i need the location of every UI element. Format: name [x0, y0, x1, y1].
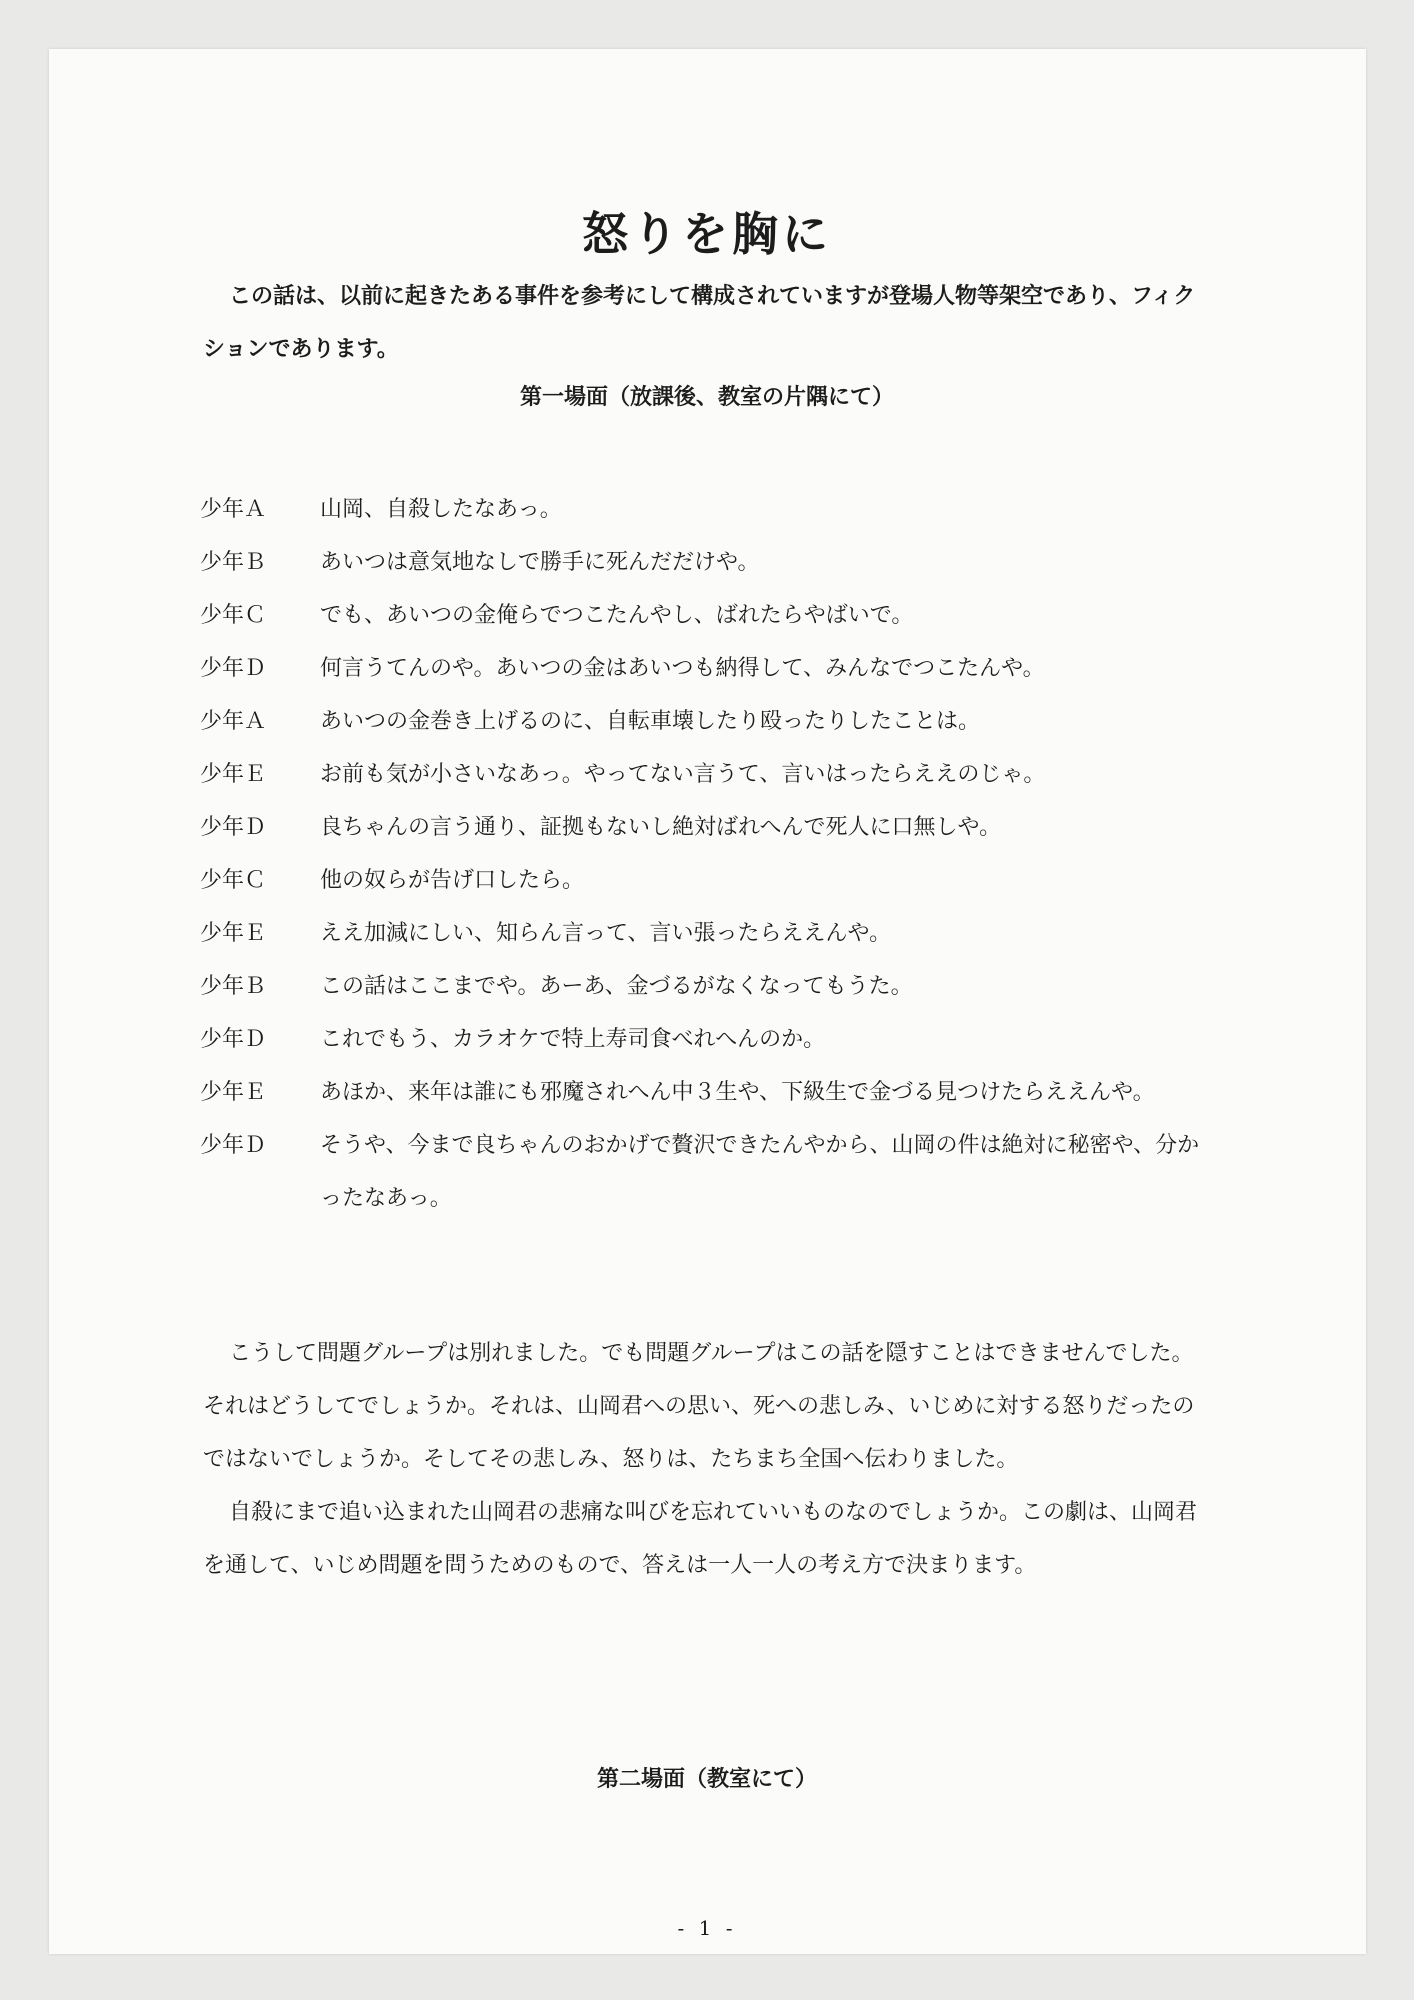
page-number: - 1 -	[677, 1916, 737, 1940]
speaker-label: 少年Ｂ	[200, 550, 267, 575]
speech-text: 何言うてんのや。あいつの金はあいつも納得して、みんなでつこたんや。	[320, 656, 1045, 681]
dialogue-line	[200, 748, 1214, 801]
dialogue-line	[200, 801, 1214, 854]
speech-text: お前も気が小さいなあっ。やってない言うて、言いはったらええのじゃ。	[320, 762, 1046, 787]
dialogue-line	[200, 695, 1214, 748]
speaker-label: 少年Ｂ	[200, 974, 267, 999]
speech-text: これでもう、カラオケで特上寿司食べれへんのか。	[320, 1027, 826, 1052]
dialogue-line	[200, 589, 1214, 642]
speaker-label: 少年Ａ	[200, 497, 267, 522]
speech-text: あほか、来年は誰にも邪魔されへん中３生や、下級生で金づる見つけたらええんや。	[320, 1080, 1155, 1105]
speaker-label: 少年Ｄ	[200, 1133, 267, 1158]
narration-paragraph: こうして問題グループは別れました。でも問題グループはこの話を隠すことはできませんでした。それはどうしてでしょうか。それは、山岡君への思い、死への悲しみ、いじめに対する怒りだったのではないでしょうか。そしてその悲しみ、怒りは、たちまち全国へ伝わりました。	[203, 1341, 1195, 1472]
dialogue-line	[200, 1066, 1214, 1119]
speech-text: この話はここまでや。あーあ、金づるがなくなってもうた。	[320, 974, 913, 999]
dialogue-line	[200, 854, 1214, 907]
speech-text: 良ちゃんの言う通り、証拠もないし絶対ばれへんで死人に口無しや。	[320, 815, 1002, 840]
speaker-label: 少年Ｄ	[200, 656, 267, 681]
speech-text: 山岡、自殺したなあっ。	[320, 497, 562, 522]
speaker-label: 少年Ｃ	[200, 868, 267, 893]
dialogue-line	[200, 536, 1214, 589]
speech-text: ええ加減にしい、知らん言って、言い張ったらええんや。	[320, 921, 892, 946]
speaker-label: 少年Ｅ	[200, 762, 267, 787]
speaker-label: 少年Ｄ	[200, 815, 267, 840]
dialogue-line	[200, 642, 1214, 695]
dialogue-line	[200, 483, 1214, 536]
dialogue-line	[200, 1119, 1214, 1225]
speech-text: あいつの金巻き上げるのに、自転車壊したり殴ったりしたことは。	[320, 709, 981, 734]
speech-text: でも、あいつの金俺らでつこたんやし、ばれたらやばいで。	[320, 603, 914, 628]
scene-2-heading: 第二場面（教室にて）	[596, 1767, 817, 1792]
dialogue-line	[200, 960, 1214, 1013]
scene-1-heading: 第一場面（放課後、教室の片隅にて）	[519, 385, 894, 410]
dialogue-list	[200, 483, 1214, 1225]
speaker-label: 少年Ｅ	[200, 1080, 267, 1105]
speech-text: 他の奴らが告げ口したら。	[320, 868, 585, 893]
narration-paragraph: 自殺にまで追い込まれた山岡君の悲痛な叫びを忘れていいものなのでしょうか。この劇は、山岡君を通して、いじめ問題を問うためのもので、答えは一人一人の考え方で決まります。	[203, 1500, 1198, 1578]
narration-block	[203, 1327, 1213, 1592]
speaker-label: 少年Ｄ	[200, 1027, 267, 1052]
speaker-label: 少年Ｃ	[200, 603, 267, 628]
speech-text: そうや、今まで良ちゃんのおかげで贅沢できたんやから、山岡の件は絶対に秘密や、分かったなあっ。	[320, 1133, 1200, 1211]
dialogue-line	[200, 907, 1214, 960]
dialogue-line	[200, 1013, 1214, 1066]
speaker-label: 少年Ｅ	[200, 921, 267, 946]
speaker-label: 少年Ａ	[200, 709, 267, 734]
speech-text: あいつは意気地なしで勝手に死んだだけや。	[320, 550, 760, 575]
preface-paragraph: この話は、以前に起きたある事件を参考にして構成されていますが登場人物等架空であり、フィクションであります。	[203, 284, 1196, 362]
document-title: 怒りを胸に	[582, 207, 832, 261]
